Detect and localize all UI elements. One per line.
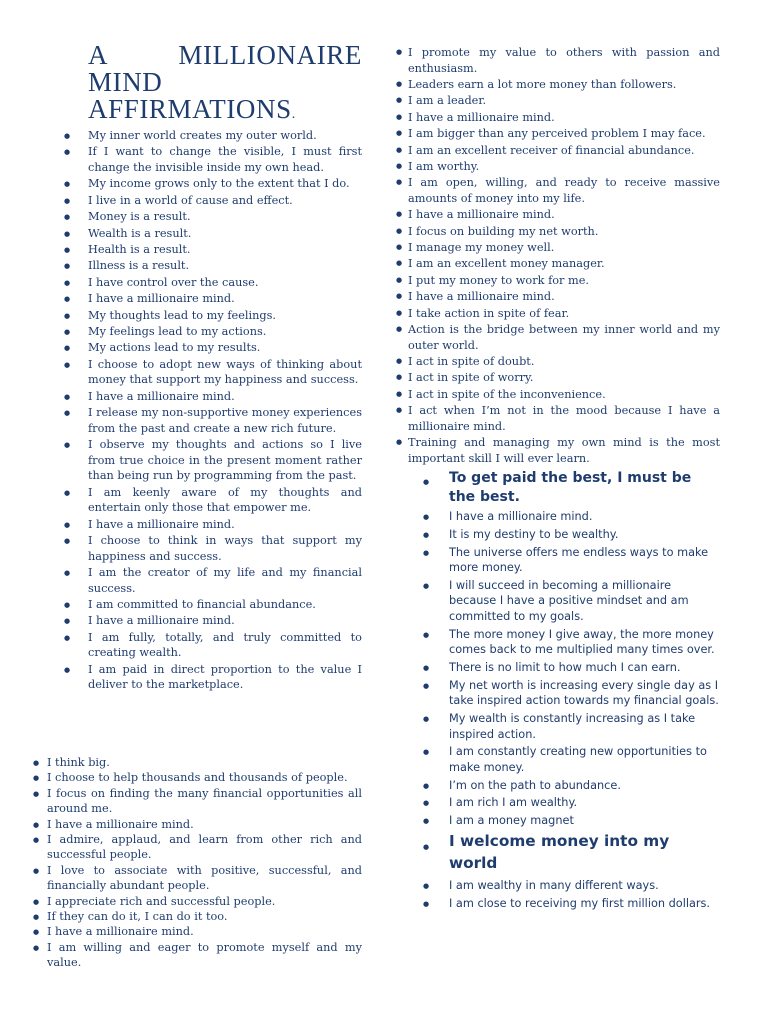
list-item: ● My net worth is increasing every single day as I take inspired action towards my financial goals. (420, 678, 720, 709)
list-item: ● Leaders earn a lot more money than followers. (396, 77, 720, 93)
list-item: ● Action is the bridge between my inner world and my outer world. (396, 322, 720, 353)
list-item: ● I put my money to work for me. (396, 273, 720, 289)
list-item: ● I am paid in direct proportion to the value I deliver to the marketplace. (64, 662, 362, 693)
list-item: ● I act when I’m not in the mood because I have a millionaire mind. (396, 403, 720, 434)
title-line-mind: MIND (88, 67, 163, 97)
list-item: ● I will succeed in becoming a millionaire because I have a positive mindset and am committed to my goals. (420, 578, 720, 625)
list-item: ● I am an excellent receiver of financial abundance. (396, 143, 720, 159)
list-item: ● My inner world creates my outer world. (64, 128, 362, 144)
list-item: ● My wealth is constantly increasing as I take inspired action. (420, 711, 720, 742)
list-item: ● I am willing and eager to promote myself and my value. (33, 940, 362, 971)
left-affirmation-list-2 (33, 755, 362, 971)
list-item: ● I live in a world of cause and effect. (64, 193, 362, 209)
list-item: ● I focus on finding the many financial opportunities all around me. (33, 786, 362, 817)
list-item: ● I have a millionaire mind. (64, 389, 362, 405)
list-item: ● I act in spite of the inconvenience. (396, 387, 720, 403)
list-item: ● I act in spite of worry. (396, 370, 720, 386)
list-item: ● Wealth is a result. (64, 226, 362, 242)
list-item: ● I have a millionaire mind. (64, 613, 362, 629)
list-item: ● I am constantly creating new opportunities to make money. (420, 744, 720, 775)
list-item: ● I have a millionaire mind. (33, 817, 362, 832)
list-item: ● I focus on building my net worth. (396, 224, 720, 240)
list-item: ● I am committed to financial abundance. (64, 597, 362, 613)
list-item: ● I love to associate with positive, successful, and financially abundant people. (33, 863, 362, 894)
list-item: ● I observe my thoughts and actions so I live from true choice in the present moment rather than being run by programming from the past. (64, 437, 362, 484)
list-item: ● The more money I give away, the more money comes back to me multiplied many times over. (420, 627, 720, 658)
list-item: ● My feelings lead to my actions. (64, 324, 362, 340)
list-item: ● I have a millionaire mind. (64, 517, 362, 533)
list-item: ● Health is a result. (64, 242, 362, 258)
list-item: ● I take action in spite of fear. (396, 306, 720, 322)
list-item: ● I am open, willing, and ready to receive massive amounts of money into my life. (396, 175, 720, 206)
list-item: ● It is my destiny to be wealthy. (420, 527, 720, 543)
list-item: ● I manage my money well. (396, 240, 720, 256)
list-item: ● I’m on the path to abundance. (420, 778, 720, 794)
list-item: ● I am fully, totally, and truly committed to creating wealth. (64, 630, 362, 661)
right-affirmation-list (396, 45, 720, 467)
title-word-millionaire: MILLIONAIRE (178, 40, 362, 70)
list-item: ● I appreciate rich and successful people. (33, 894, 362, 909)
list-item: ● I have a millionaire mind. (396, 207, 720, 223)
list-item: ● I am worthy. (396, 159, 720, 175)
list-item: ● I am the creator of my life and my financial success. (64, 565, 362, 596)
list-item: ● Money is a result. (64, 209, 362, 225)
list-item: ● I am keenly aware of my thoughts and entertain only those that empower me. (64, 485, 362, 516)
right-affirmation-list-2 (420, 469, 720, 914)
list-item: ● If they can do it, I can do it too. (33, 909, 362, 924)
title-word-a: A (88, 40, 109, 70)
list-item: ● I choose to help thousands and thousands of people. (33, 770, 362, 785)
list-item: ● I have a millionaire mind. (396, 289, 720, 305)
list-item: ● I am an excellent money manager. (396, 256, 720, 272)
list-item: ● I release my non-supportive money experiences from the past and create a new rich future. (64, 405, 362, 436)
list-item: ● I have control over the cause. (64, 275, 362, 291)
list-item: ● My income grows only to the extent that I do. (64, 176, 362, 192)
list-item: ● My thoughts lead to my feelings. (64, 308, 362, 324)
list-item: ● Illness is a result. (64, 258, 362, 274)
list-item: ● I choose to think in ways that support my happiness and success. (64, 533, 362, 564)
page-title (88, 42, 362, 128)
title-dot: . (291, 107, 296, 122)
list-item: ● I admire, applaud, and learn from other rich and successful people. (33, 832, 362, 863)
list-item: ● I am bigger than any perceived problem I may face. (396, 126, 720, 142)
left-affirmation-list (64, 128, 362, 694)
list-item: ● I think big. (33, 755, 362, 770)
list-item-highlight: ● To get paid the best, I must be the best. (420, 469, 720, 506)
list-item: ● I promote my value to others with passion and enthusiasm. (396, 45, 720, 76)
list-item: ● I am close to receiving my first million dollars. (420, 896, 720, 912)
list-item: ● If I want to change the visible, I must first change the invisible inside my own head. (64, 144, 362, 175)
list-item: ● I have a millionaire mind. (33, 924, 362, 939)
list-item: ● I am a leader. (396, 93, 720, 109)
list-item: ● There is no limit to how much I can earn. (420, 660, 720, 676)
list-item: ● My actions lead to my results. (64, 340, 362, 356)
list-item: ● I act in spite of doubt. (396, 354, 720, 370)
list-item: ● I am wealthy in many different ways. (420, 878, 720, 894)
list-item: ● I choose to adopt new ways of thinking about money that support my happiness and success. (64, 357, 362, 388)
list-item: ● I have a millionaire mind. (420, 509, 720, 525)
list-item: ● I have a millionaire mind. (64, 291, 362, 307)
list-item: ● Training and managing my own mind is the most important skill I will ever learn. (396, 435, 720, 466)
list-item: ● I have a millionaire mind. (396, 110, 720, 126)
list-item-highlight: ● I welcome money into my world (420, 831, 720, 874)
list-item: ● I am rich I am wealthy. (420, 795, 720, 811)
title-line-affirmations: AFFIRMATIONS (88, 94, 292, 124)
list-item: ● The universe offers me endless ways to make more money. (420, 545, 720, 576)
list-item: ● I am a money magnet (420, 813, 720, 829)
